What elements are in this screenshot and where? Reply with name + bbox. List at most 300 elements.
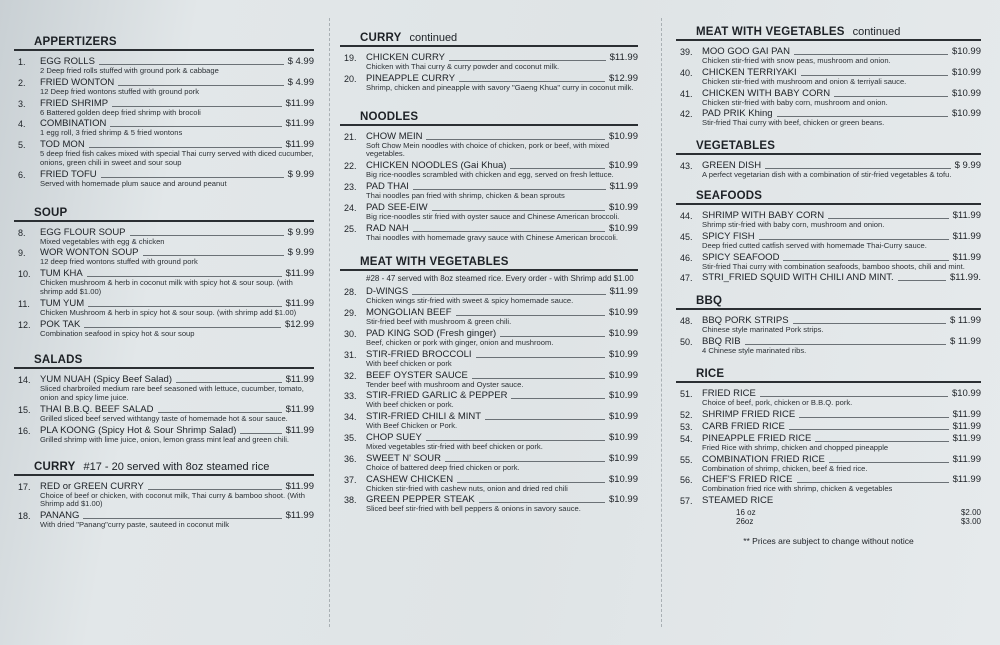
item-name: CHICKEN WITH BABY CORN xyxy=(702,87,831,99)
leader-line xyxy=(510,168,605,169)
section-title: APPERTIZERS xyxy=(34,36,117,48)
item-number: 9. xyxy=(18,248,26,259)
menu-item xyxy=(340,203,638,222)
item-name: PAD KING SOD (Fresh ginger) xyxy=(366,327,497,339)
item-number: 25. xyxy=(344,223,357,234)
item-name: CHOP SUEY xyxy=(366,431,422,443)
menu-item xyxy=(14,269,314,297)
menu-item xyxy=(340,308,638,327)
section-title: RICE xyxy=(696,367,725,380)
item-name: MONGOLIAN BEEF xyxy=(366,307,452,319)
item-number: 4. xyxy=(18,119,26,130)
item-description: Combination of shrimp, chicken, beef & fried rice. xyxy=(702,463,868,473)
item-name: RED or GREEN CURRY xyxy=(40,480,144,492)
item-price: $10.99 xyxy=(608,452,638,464)
item-description: Big rice-noodles scrambled with chicken and egg, served on fresh lettuce. xyxy=(366,170,614,180)
leader-line xyxy=(426,139,604,140)
item-price: $10.99 xyxy=(608,494,638,506)
leader-line xyxy=(793,323,946,324)
item-price: $11.99 xyxy=(285,510,314,522)
menu-column-1 xyxy=(14,14,314,639)
item-body xyxy=(366,412,638,431)
menu-item xyxy=(14,320,314,339)
item-body xyxy=(40,426,314,445)
item-name: COMBINATION xyxy=(40,118,107,130)
section-header xyxy=(14,461,314,476)
menu-item xyxy=(676,161,981,180)
section-title: MEAT WITH VEGETABLES xyxy=(360,256,509,269)
leader-line xyxy=(99,64,284,65)
item-body xyxy=(366,132,638,160)
section-header xyxy=(676,368,981,383)
item-name: CHICKEN CURRY xyxy=(366,52,446,63)
item-number: 14. xyxy=(18,375,31,386)
item-price: $10.99 xyxy=(608,390,638,402)
item-description: 2 Deep fried rolls stuffed with ground pork & cabbage xyxy=(40,66,219,75)
leader-line xyxy=(797,482,949,483)
item-number: 38. xyxy=(344,495,357,506)
item-price: $11.99 xyxy=(952,432,981,444)
item-number: 18. xyxy=(18,511,31,522)
item-description: Served with homemade plum sauce and around peanut xyxy=(40,178,227,188)
leader-line xyxy=(426,440,605,441)
item-price: $10.99 xyxy=(608,348,638,360)
menu-item xyxy=(676,496,981,506)
item-description: With beef chicken or pork. xyxy=(366,400,454,410)
item-number: 2. xyxy=(18,77,26,88)
item-number: 57. xyxy=(680,496,693,507)
section-title: VEGETABLES xyxy=(696,140,776,153)
item-price: $11.99 xyxy=(285,297,314,309)
leader-line xyxy=(88,306,281,307)
item-name: SHRIMP FRIED RICE xyxy=(702,408,796,420)
item-body xyxy=(366,475,638,494)
menu-item xyxy=(340,475,638,494)
item-price: $10.99 xyxy=(608,431,638,443)
leader-line xyxy=(412,294,605,295)
leader-line xyxy=(760,396,948,397)
item-number: 21. xyxy=(344,131,357,142)
item-name: EGG FLOUR SOUP xyxy=(40,226,126,238)
menu-column-3 xyxy=(676,14,981,639)
item-number: 20. xyxy=(344,73,357,84)
item-price: $10.99 xyxy=(608,201,638,213)
item-description: A perfect vegetarian dish with a combination of stir-fried vegetables & tofu. xyxy=(702,170,952,180)
item-number: 56. xyxy=(680,475,693,486)
leader-line xyxy=(118,85,283,86)
leader-line xyxy=(83,518,281,519)
item-number: 51. xyxy=(680,388,693,399)
item-description: Chicken Mushroom & herb in spicy hot & sour soup. (with shrimp add $1.00) xyxy=(40,307,297,317)
leader-line xyxy=(143,255,284,256)
item-number: 11. xyxy=(18,298,30,309)
item-number: 24. xyxy=(344,202,357,213)
item-price: $12.99 xyxy=(284,318,314,330)
item-description: Chicken with Thai curry & curry powder and coconut milk. xyxy=(366,62,560,71)
menu-item xyxy=(14,228,314,247)
section-header xyxy=(340,256,638,271)
item-body xyxy=(702,47,981,66)
leader-line xyxy=(777,116,948,117)
item-number: 53. xyxy=(680,421,693,432)
item-body xyxy=(40,228,314,247)
item-name: STIR-FRIED GARLIC & PEPPER xyxy=(366,390,508,402)
menu-item xyxy=(340,350,638,369)
leader-line xyxy=(801,75,948,76)
item-price: $11.99 xyxy=(285,403,314,415)
section-header xyxy=(14,207,314,222)
item-price: $10.99 xyxy=(951,46,981,57)
item-price: $11.99 xyxy=(952,408,981,420)
item-price: $11.99 xyxy=(952,420,981,432)
item-description: Thai noodles pan fried with shrimp, chicken & bean sprouts xyxy=(366,190,565,200)
section-rice xyxy=(676,368,981,546)
menu-item xyxy=(340,161,638,180)
menu-item xyxy=(14,375,314,403)
section-meat-with-vegetables xyxy=(340,256,638,514)
item-number: 3. xyxy=(18,98,26,109)
item-body xyxy=(40,170,314,189)
section-title: MEAT WITH VEGETABLES xyxy=(696,26,845,38)
item-description: With dried "Panang"curry paste, sauteed in coconut milk xyxy=(40,520,230,530)
section-vegetables xyxy=(676,140,981,180)
section-title: SALADS xyxy=(34,354,83,367)
section-title: NOODLES xyxy=(360,110,419,123)
item-description: With Beef Chicken or Pork. xyxy=(366,421,458,431)
item-price: $10.99 xyxy=(951,387,981,399)
leader-line xyxy=(112,106,282,107)
item-name: YUM NUAH (Spicy Beef Salad) xyxy=(40,374,172,386)
item-name: SWEET N' SOUR xyxy=(366,452,442,464)
leader-line xyxy=(783,260,948,261)
item-body xyxy=(366,350,638,369)
item-price: $ 9.99 xyxy=(287,168,314,180)
item-number: 5. xyxy=(18,140,26,151)
item-body xyxy=(702,455,981,474)
leader-line xyxy=(457,482,605,483)
size-label: 26oz xyxy=(736,517,754,527)
item-body xyxy=(40,482,314,510)
item-price: $11.99 xyxy=(952,453,981,465)
item-name: GREEN DISH xyxy=(702,160,762,172)
item-name: CHICKEN NOODLES (Gai Khua) xyxy=(366,160,507,172)
section-header xyxy=(340,111,638,126)
item-number: 50. xyxy=(680,337,693,348)
item-row xyxy=(702,410,981,420)
price-notice: ** Prices are subject to change without notice xyxy=(743,536,914,547)
item-description: Choice of beef or chicken, with coconut milk, Thai curry & bamboo shoot. (With Shrimp add $1.00) xyxy=(40,490,305,509)
item-price: $10.99 xyxy=(951,66,981,78)
item-name: POK TAK xyxy=(40,318,81,330)
item-body xyxy=(40,405,314,424)
section-subtitle: #17 - 20 served with 8oz steamed rice xyxy=(83,460,270,473)
menu-item xyxy=(340,433,638,452)
item-body xyxy=(366,224,638,243)
item-body xyxy=(40,320,314,339)
menu-column-2 xyxy=(340,14,638,639)
item-description: Choice of battered deep fried chicken or pork. xyxy=(366,462,520,472)
menu-item xyxy=(340,224,638,243)
item-price: $10.99 xyxy=(951,108,981,120)
section-title: BBQ xyxy=(696,295,723,308)
item-price: $11.99 xyxy=(285,118,314,130)
item-body xyxy=(366,287,638,306)
item-description: Deep fried cutted catfish served with homemade Thai-Curry sauce. xyxy=(702,240,927,250)
item-body xyxy=(702,337,981,356)
section-soup xyxy=(14,207,314,339)
leader-line xyxy=(815,441,948,442)
section-title: SOUP xyxy=(34,206,68,219)
menu-item xyxy=(14,170,314,189)
menu-item xyxy=(676,273,981,283)
menu-item xyxy=(676,211,981,230)
menu-item xyxy=(676,253,981,272)
menu-item xyxy=(340,53,638,72)
item-name: FRIED TOFU xyxy=(40,168,97,180)
item-description: Stir-fried Thai curry with combination seafoods, bamboo shoots, chili and mint. xyxy=(702,261,965,271)
leader-line xyxy=(89,147,282,148)
item-body xyxy=(702,434,981,453)
section-seafoods xyxy=(676,190,981,283)
item-body xyxy=(366,308,638,327)
item-number: 32. xyxy=(344,370,357,381)
item-body xyxy=(40,269,314,297)
menu-item xyxy=(676,316,981,335)
item-body xyxy=(702,410,981,420)
menu-item xyxy=(676,109,981,128)
leader-line xyxy=(432,210,605,211)
item-row xyxy=(702,496,981,506)
item-name: STEAMED RICE xyxy=(702,495,774,507)
section-meat-continued xyxy=(676,26,981,128)
section-header xyxy=(14,354,314,369)
item-body xyxy=(702,211,981,230)
item-price: $11.99 xyxy=(285,424,314,436)
item-body xyxy=(40,511,314,530)
menu-item xyxy=(676,337,981,356)
item-body xyxy=(40,140,314,168)
item-name: MOO GOO GAI PAN xyxy=(702,46,790,57)
item-number: 23. xyxy=(344,181,357,192)
item-name: PLA KOONG (Spicy Hot & Sour Shrimp Salad) xyxy=(40,424,237,436)
item-name: PAD PRIK Khing xyxy=(702,108,773,120)
leader-line xyxy=(148,489,282,490)
item-number: 39. xyxy=(680,47,693,57)
item-body xyxy=(702,316,981,335)
section-subtitle: continued xyxy=(852,26,901,38)
item-description: Chicken stir-fried with cashew nuts, onion and dried red chili xyxy=(366,483,568,493)
item-description: Fried Rice with shrimp, chicken and chopped pineapple xyxy=(702,442,889,452)
item-number: 22. xyxy=(344,161,357,172)
item-price: $10.99 xyxy=(608,369,638,381)
item-number: 17. xyxy=(18,481,31,492)
menu-item xyxy=(14,140,314,168)
item-body xyxy=(702,89,981,108)
item-body xyxy=(40,99,314,118)
item-price: $ 11.99 xyxy=(950,315,981,327)
section-header xyxy=(14,36,314,51)
item-description: Tender beef with mushroom and Oyster sauce. xyxy=(366,379,524,389)
leader-line xyxy=(834,96,948,97)
item-body xyxy=(366,433,638,452)
item-name: TUM KHA xyxy=(40,268,83,280)
section-curry-continued xyxy=(340,32,638,93)
item-name: PINEAPPLE CURRY xyxy=(366,72,456,84)
item-name: COMBINATION FRIED RICE xyxy=(702,453,825,465)
item-body xyxy=(366,53,638,72)
item-body xyxy=(366,495,638,514)
item-name: PINEAPPLE FRIED RICE xyxy=(702,432,812,444)
menu-item xyxy=(340,412,638,431)
item-description: Sliced charbroiled medium rare beef seasoned with lettuce, cucumber, tomato, onion and spicy lime juice. xyxy=(40,384,304,403)
item-number: 33. xyxy=(344,391,357,402)
item-name: D-WINGS xyxy=(366,286,409,298)
menu-item xyxy=(676,389,981,408)
item-price: $10.99 xyxy=(608,222,638,234)
item-name: PANANG xyxy=(40,510,80,522)
leader-line xyxy=(898,280,946,281)
item-description: Combination fried rice with shrimp, chicken & vegetables xyxy=(702,484,893,494)
menu-item xyxy=(676,455,981,474)
item-body xyxy=(702,475,981,494)
item-description: Thai noodles with homemade gravy sauce with Chinese American broccoli. xyxy=(366,232,618,242)
item-name: FRIED RICE xyxy=(702,387,756,399)
item-price: $ 4.99 xyxy=(287,56,314,67)
item-body xyxy=(40,248,314,267)
item-description: Grilled sliced beef served withtangy taste of homemade hot & sour sauce. xyxy=(40,413,288,423)
item-body xyxy=(702,496,981,506)
item-description: Chicken mushroom & herb in coconut milk with spicy hot & sour soup. (with shrimp add $1.00) xyxy=(40,278,293,296)
item-number: 31. xyxy=(344,349,357,360)
item-description: With beef chicken or pork xyxy=(366,358,452,368)
item-number: 52. xyxy=(680,409,693,420)
item-name: RAD NAH xyxy=(366,222,409,234)
leader-line xyxy=(130,235,284,236)
item-price: $12.99 xyxy=(608,72,638,84)
item-number: 46. xyxy=(680,252,693,263)
item-price: $ 9.99 xyxy=(287,226,314,238)
menu-item xyxy=(676,232,981,251)
leader-line xyxy=(789,429,949,430)
item-description: Chicken stir-fried with baby corn, mushroom and onion. xyxy=(702,97,888,107)
item-number: 41. xyxy=(680,88,693,99)
menu-item xyxy=(340,391,638,410)
section-salads xyxy=(14,354,314,444)
item-price: $11.99. xyxy=(950,272,981,284)
item-body xyxy=(702,161,981,180)
item-price: $11.99 xyxy=(285,480,314,492)
item-number: 30. xyxy=(344,328,357,339)
size-option xyxy=(676,517,981,526)
item-description: Shrimp, chicken and pineapple with savory "Gaeng Khua" curry in coconut milk. xyxy=(366,82,634,92)
item-number: 12. xyxy=(18,319,31,330)
menu-item xyxy=(340,495,638,514)
item-body xyxy=(366,74,638,93)
section-header xyxy=(676,26,981,41)
item-name: CASHEW CHICKEN xyxy=(366,473,454,485)
menu-item xyxy=(340,132,638,160)
item-name: THAI B.B.Q. BEEF SALAD xyxy=(40,403,154,415)
leader-line xyxy=(500,336,605,337)
section-header xyxy=(676,140,981,155)
menu-item xyxy=(14,511,314,530)
item-price: $10.99 xyxy=(608,130,638,142)
item-price: $11.99 xyxy=(952,230,981,242)
item-body xyxy=(366,454,638,473)
item-number: 35. xyxy=(344,432,357,443)
item-price: $10.99 xyxy=(951,87,981,99)
section-title: SEAFOODS xyxy=(696,189,763,202)
menu-item xyxy=(14,299,314,318)
section-title: CURRY xyxy=(360,32,402,44)
section-header xyxy=(676,190,981,205)
item-body xyxy=(40,78,314,97)
item-name: TUM YUM xyxy=(40,297,85,309)
menu-item xyxy=(340,74,638,93)
section-bbq xyxy=(676,295,981,356)
leader-line xyxy=(759,239,949,240)
item-description: Choice of beef, pork, chicken or B.B.Q. pork. xyxy=(702,397,853,407)
section-title: CURRY xyxy=(34,460,76,473)
size-option xyxy=(676,508,981,517)
item-number: 34. xyxy=(344,412,357,423)
section-note: #28 - 47 served with 8oz steamed rice. Every order - with Shrimp add $1.00 xyxy=(366,274,634,284)
item-name: PAD THAI xyxy=(366,180,409,192)
item-number: 15. xyxy=(18,404,31,415)
leader-line xyxy=(472,378,605,379)
item-price: $10.99 xyxy=(608,411,638,423)
menu-item xyxy=(340,287,638,306)
item-description: Combination seafood in spicy hot & sour soup xyxy=(40,328,195,338)
item-number: 42. xyxy=(680,109,693,120)
item-body xyxy=(702,389,981,408)
item-description: Stir-fried beef with mushroom & green chili. xyxy=(366,317,512,327)
item-description: Chicken stir-fried with mushroom and onion & terriyali sauce. xyxy=(702,76,907,86)
item-description: Shrimp stir-fried with baby corn, mushroom and onion. xyxy=(702,219,885,229)
item-description: 12 deep fried wontons stuffed with ground pork xyxy=(40,257,198,267)
menu-item xyxy=(14,119,314,138)
item-body xyxy=(40,299,314,318)
section-noodles xyxy=(340,111,638,243)
leader-line xyxy=(485,419,605,420)
section-curry xyxy=(14,461,314,530)
menu-item xyxy=(340,454,638,473)
item-name: EGG ROLLS xyxy=(40,56,95,67)
item-description: Soft Chow Mein noodles with choice of chicken, pork or beef, with mixed vegetables. xyxy=(366,140,610,159)
item-name: TOD MON xyxy=(40,139,85,151)
menu-item xyxy=(676,89,981,108)
item-price: $11.99 xyxy=(285,97,314,109)
leader-line xyxy=(456,315,605,316)
menu-item xyxy=(14,78,314,97)
item-name: FRIED SHRIMP xyxy=(40,97,109,109)
menu-item xyxy=(14,248,314,267)
item-price: $10.99 xyxy=(608,473,638,485)
menu-item xyxy=(676,410,981,420)
leader-line xyxy=(765,168,950,169)
item-row xyxy=(702,422,981,432)
item-name: STIR-FRIED CHILI & MINT xyxy=(366,411,482,423)
item-name: FRIED WONTON xyxy=(40,76,115,88)
item-description: 6 Battered golden deep fried shrimp with brocoli xyxy=(40,107,201,117)
leader-line xyxy=(828,218,949,219)
item-body xyxy=(702,422,981,432)
item-name: CARB FRIED RICE xyxy=(702,420,785,432)
item-row xyxy=(702,273,981,283)
item-number: 16. xyxy=(18,425,31,436)
menu-item xyxy=(14,57,314,76)
menu-item xyxy=(676,422,981,432)
